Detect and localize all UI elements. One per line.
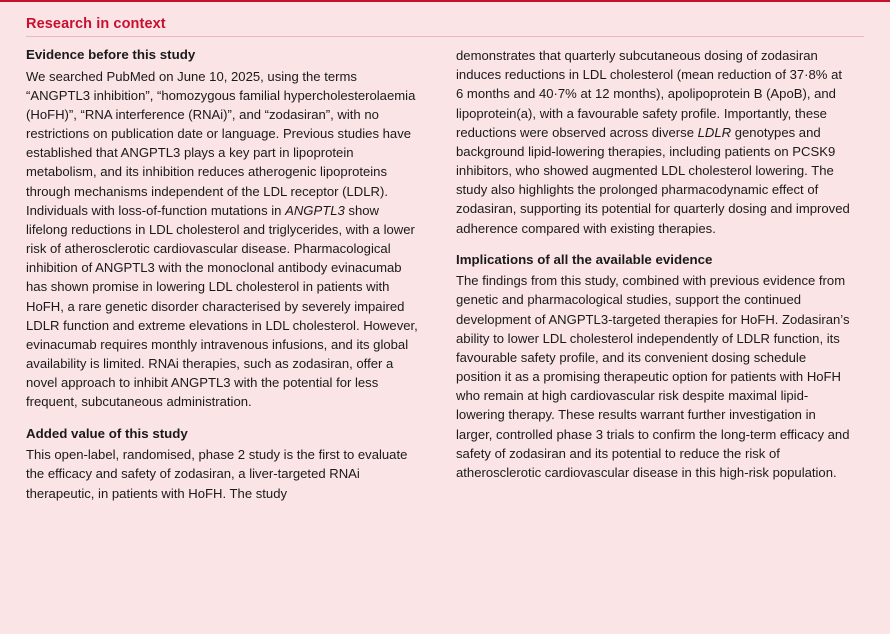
panel-divider [26,36,864,37]
panel-columns [26,46,864,503]
section-body-added-value-continued: demonstrates that quarterly subcutaneous dosing of zodasiran induces reductions in LDL cholesterol (mean reduction of 37·8% at 6 months and 40·7% at 12 months), apolipoprotein B (ApoB), and lipoprotein(a), with a favourable safety profile. Importantly, these reductions were observed across diverse LDLR genotypes and background lipid-lowering therapies, including patients on PCSK9 inhibitors, who showed augmented LDL cholesterol lowering. The study also highlights the prolonged pharmacodynamic effect of zodasiran, supporting its potential for quarterly dosing and improved adherence compared with existing therapies. [456,48,850,236]
section-body-added-value-of-this-study: This open-label, randomised, phase 2 study is the first to evaluate the efficacy and safety of zodasiran, a liver-targeted RNAi therapeutic, in patients with HoFH. The study [26,447,408,501]
section-body-evidence-before-this-study: We searched PubMed on June 10, 2025, using the terms “ANGPTL3 inhibition”, “homozygous familial hypercholesterolaemia (HoFH)”, “RNA interference (RNAi)”, and “zodasiran”, with no restrictions on publication date or language. Previous studies have established that ANGPTL3 plays a key part in lipoprotein metabolism, and its inhibition reduces atherogenic lipoproteins through mechanisms independent of the LDL receptor (LDLR). Individuals with loss-of-function mutations in ANGPTL3 show lifelong reductions in LDL cholesterol and triglycerides, with a lower risk of atherosclerotic cardiovascular disease. Pharmacological inhibition of ANGPTL3 with the monoclonal antibody evinacumab has shown promise in lowering LDL cholesterol in patients with HoFH, a rare genetic disorder characterised by severely impaired LDLR function and extreme elevations in LDL cholesterol. However, evinacumab requires monthly intravenous infusions, and its global availability is limited. RNAi therapies, such as zodasiran, offer a novel approach to inhibit ANGPTL3 with the potential for less frequent, subcutaneous administration. [26,68,418,410]
section-heading-implications-of-all-the-available-evidence: Implications of all the available evidence [456,251,713,267]
section-heading-added-value-of-this-study: Added value of this study [26,425,188,441]
section-body-implications-of-all-the-available-evidence: The findings from this study, combined with previous evidence from genetic and pharmacological studies, support the continued development of ANGPTL3-targeted therapies for HoFH. Zodasiran’s ability to lower LDL cholesterol independently of LDLR function, its favourable safety profile, and its convenient dosing schedule position it as a promising therapeutic option for patients with HoFH who remain at high cardiovascular risk despite maximal lipid-lowering therapy. These results warrant further investigation in larger, controlled phase 3 trials to confirm the long-term efficacy and safety of zodasiran and its potential to reduce the risk of atherosclerotic cardiovascular disease in this high-risk population. [456,273,850,480]
right-column [456,46,852,503]
panel-title: Research in context [26,16,166,32]
section-heading-evidence-before-this-study: Evidence before this study [26,47,196,62]
left-column [26,46,422,503]
